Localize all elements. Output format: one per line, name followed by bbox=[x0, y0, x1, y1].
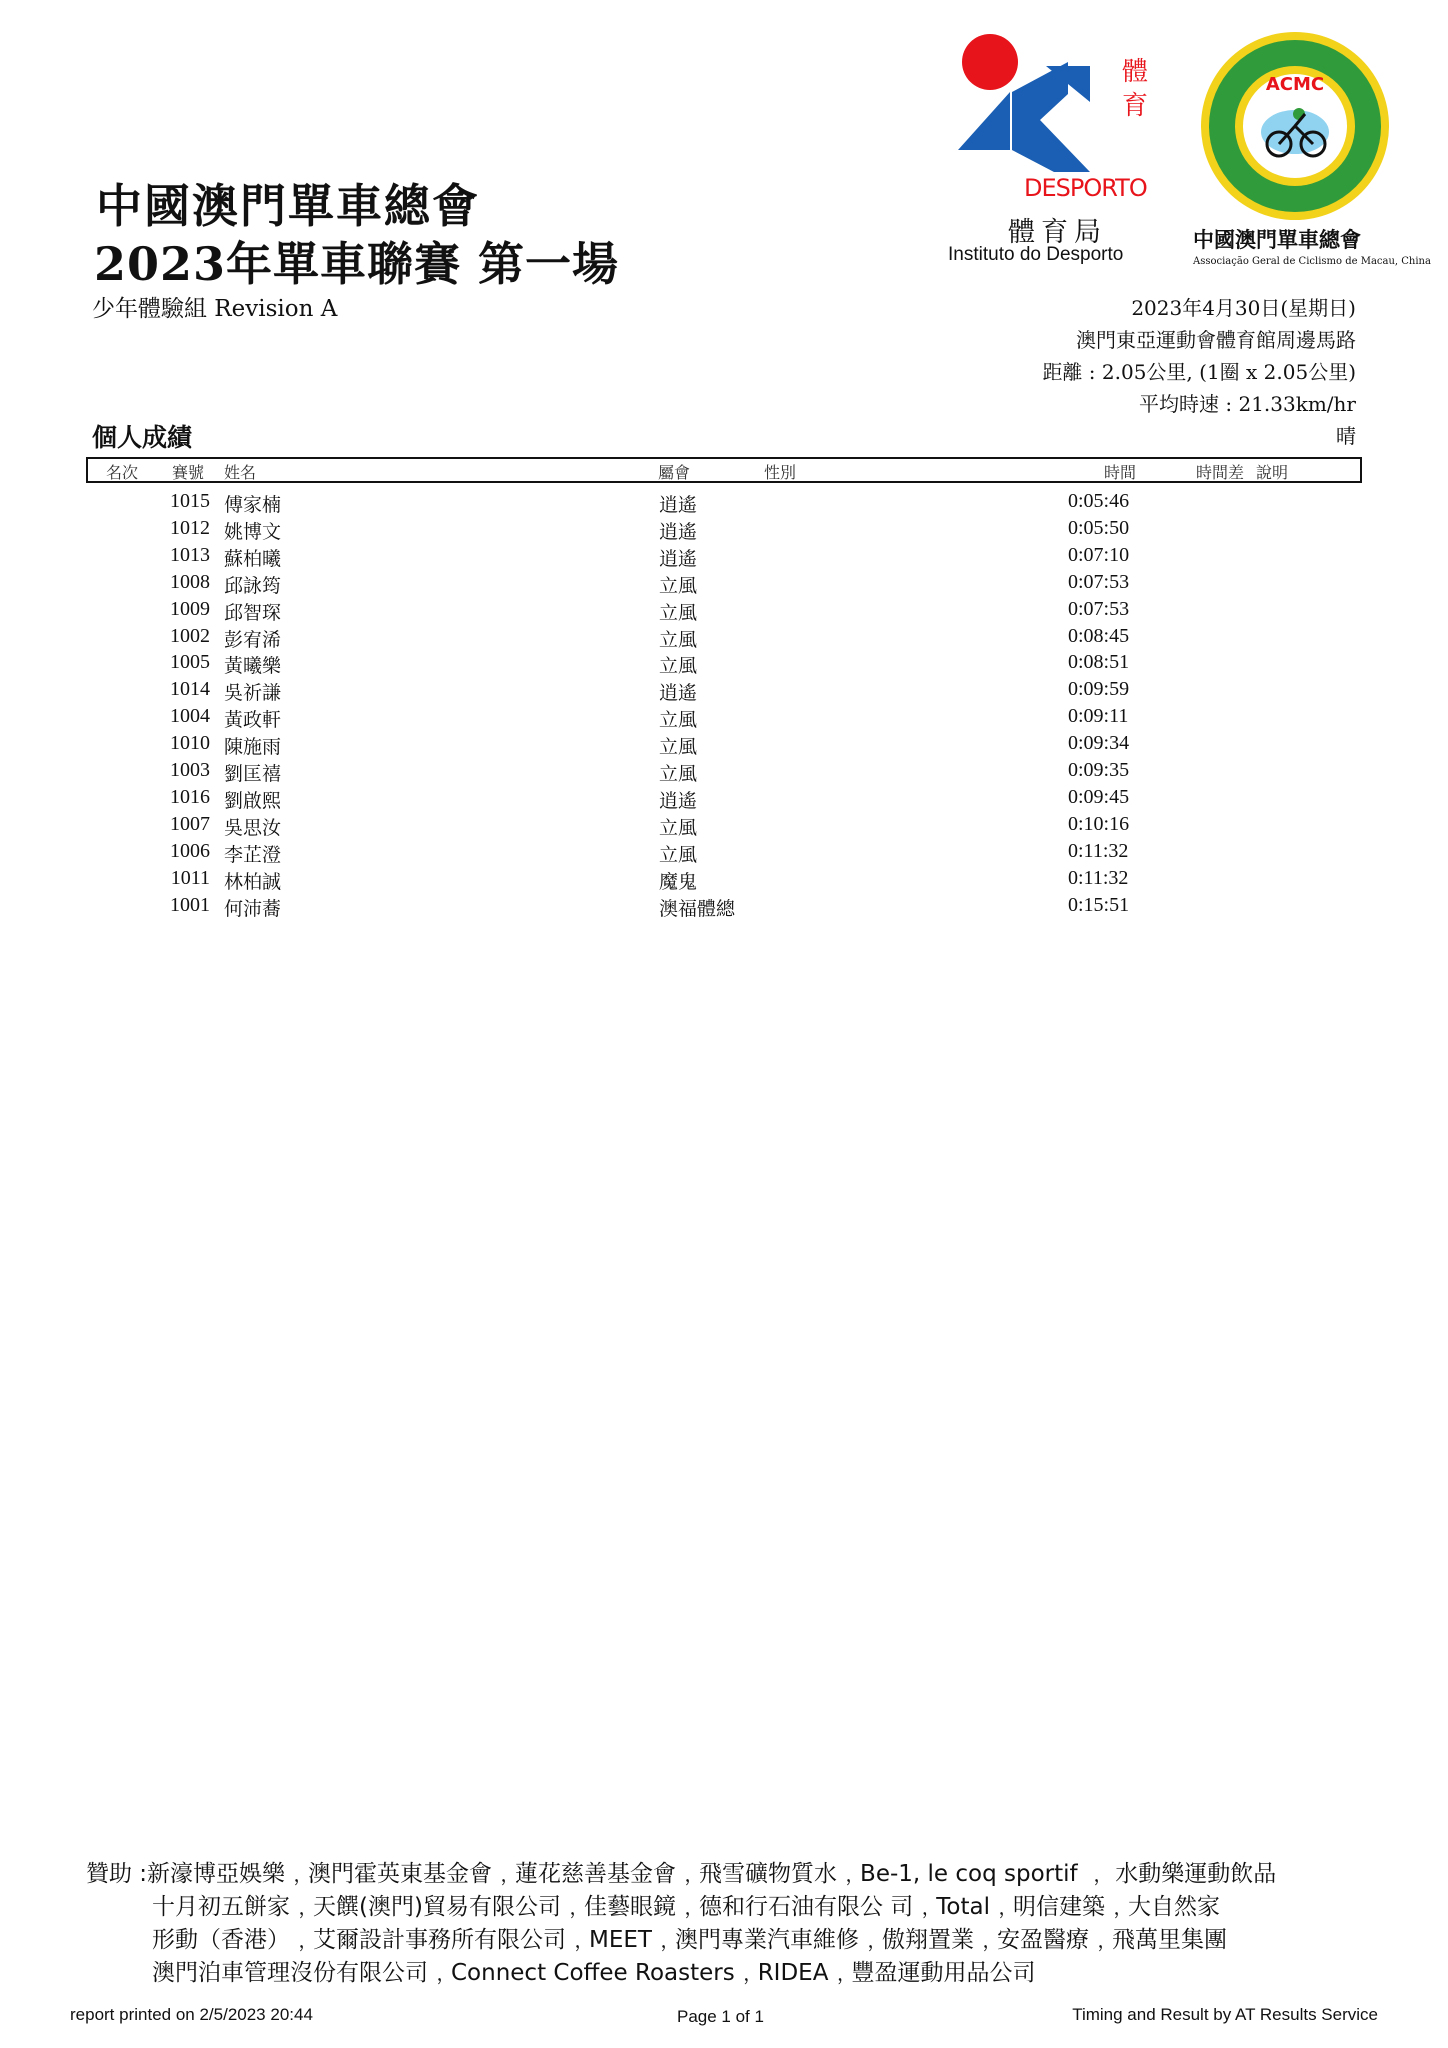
rider-name: 李芷澄 bbox=[224, 843, 282, 866]
table-row bbox=[0, 759, 1448, 785]
bib-number: 1008 bbox=[170, 570, 210, 593]
bib-number: 1012 bbox=[170, 516, 210, 539]
club-name: 立風 bbox=[659, 816, 698, 839]
race-avg-speed: 平均時速 : 21.33km/hr bbox=[1139, 392, 1356, 416]
col-time: 時間 bbox=[1104, 463, 1137, 482]
rider-name: 劉啟熙 bbox=[224, 789, 282, 812]
finish-time: 0:09:35 bbox=[1068, 759, 1130, 781]
club-name: 立風 bbox=[659, 655, 698, 678]
rider-name: 劉匡禧 bbox=[224, 763, 282, 785]
bib-number: 1011 bbox=[170, 866, 210, 889]
sponsors-block bbox=[86, 1858, 1376, 1990]
bib-number: 1001 bbox=[170, 893, 210, 916]
race-venue: 澳門東亞運動會體育館周邊馬路 bbox=[1076, 328, 1356, 352]
col-club: 屬會 bbox=[658, 463, 691, 482]
club-name: 立風 bbox=[659, 736, 698, 759]
finish-time: 0:11:32 bbox=[1068, 866, 1129, 889]
desporto-name-zh: 體育局 bbox=[1008, 217, 1107, 248]
acmc-name-zh: 中國澳門單車總會 bbox=[1193, 227, 1361, 252]
col-gap: 時間差 bbox=[1196, 463, 1245, 482]
table-header bbox=[86, 457, 1362, 483]
race-date: 2023年4月30日(星期日) bbox=[1131, 296, 1356, 320]
finish-time: 0:11:32 bbox=[1068, 839, 1129, 862]
finish-time: 0:07:10 bbox=[1068, 543, 1130, 566]
bib-number: 1016 bbox=[170, 785, 210, 808]
rider-name: 林柏誠 bbox=[224, 870, 282, 893]
club-name: 逍遙 bbox=[659, 682, 698, 705]
table-row bbox=[0, 894, 1448, 920]
rider-name: 姚博文 bbox=[224, 520, 282, 543]
rider-name: 邱詠筠 bbox=[224, 574, 282, 597]
bib-number: 1013 bbox=[170, 543, 210, 566]
rider-name: 傅家楠 bbox=[224, 494, 282, 516]
club-name: 逍遙 bbox=[659, 520, 698, 543]
event-title: 2023年單車聯賽 第一場 bbox=[94, 237, 620, 291]
finish-time: 0:09:45 bbox=[1068, 785, 1130, 808]
printed-timestamp: report printed on 2/5/2023 20:44 bbox=[70, 2005, 313, 2024]
desporto-zh-2: 育 bbox=[1122, 91, 1149, 121]
table-row bbox=[0, 490, 1448, 516]
race-distance: 距離 : 2.05公里, (1圈 x 2.05公里) bbox=[1042, 360, 1356, 384]
bib-number: 1014 bbox=[170, 678, 210, 701]
table-row bbox=[0, 651, 1448, 677]
bib-number: 1002 bbox=[170, 624, 210, 647]
rider-name: 邱智琛 bbox=[224, 601, 282, 624]
table-row bbox=[0, 867, 1448, 893]
col-name: 姓名 bbox=[224, 463, 257, 482]
club-name: 立風 bbox=[659, 763, 698, 785]
desporto-name-en: DESPORTO bbox=[1024, 174, 1147, 202]
rider-name: 黃曦樂 bbox=[224, 655, 282, 678]
table-row bbox=[0, 571, 1448, 597]
bib-number: 1010 bbox=[170, 732, 210, 755]
table-row bbox=[0, 786, 1448, 812]
acmc-logo bbox=[1193, 28, 1431, 273]
club-name: 逍遙 bbox=[659, 547, 698, 570]
desporto-name-pt: Instituto do Desporto bbox=[948, 244, 1124, 265]
race-weather: 晴 bbox=[1336, 424, 1356, 448]
table-row bbox=[0, 705, 1448, 731]
table-row bbox=[0, 544, 1448, 570]
finish-time: 0:08:51 bbox=[1068, 651, 1130, 674]
finish-time: 0:10:16 bbox=[1068, 812, 1130, 835]
page-title: 中國澳門單車總會 bbox=[96, 179, 480, 233]
club-name: 立風 bbox=[659, 843, 698, 866]
club-name: 立風 bbox=[659, 709, 698, 732]
rider-name: 彭宥浠 bbox=[224, 628, 282, 651]
rider-name: 吳思汝 bbox=[224, 816, 282, 839]
bib-number: 1007 bbox=[170, 812, 210, 835]
club-name: 逍遙 bbox=[659, 789, 698, 812]
rider-name: 吳祈謙 bbox=[224, 682, 282, 705]
finish-time: 0:09:34 bbox=[1068, 732, 1130, 755]
table-row bbox=[0, 598, 1448, 624]
col-rank: 名次 bbox=[106, 463, 139, 482]
section-title: 個人成績 bbox=[92, 423, 193, 452]
acmc-badge: ACMC bbox=[1265, 74, 1325, 95]
sponsors-line: 十月初五餅家﹐天饌(澳門)貿易有限公司﹐佳藝眼鏡﹐德和行石油有限公 司﹐Total﹐明信建築﹐大自然家 bbox=[152, 1894, 1220, 1920]
sponsors-line: 形動（香港）﹐艾爾設計事務所有限公司﹐MEET﹐澳門專業汽車維修﹐傲翔置業﹐安盈醫療﹐飛萬里集團 bbox=[152, 1927, 1227, 1953]
club-name: 逍遙 bbox=[659, 494, 698, 516]
finish-time: 0:07:53 bbox=[1068, 597, 1130, 620]
club-name: 立風 bbox=[659, 574, 698, 597]
col-gender: 性別 bbox=[764, 463, 797, 482]
finish-time: 0:09:11 bbox=[1068, 705, 1129, 728]
table-row bbox=[0, 625, 1448, 651]
rider-name: 何沛蕎 bbox=[224, 897, 282, 920]
bib-number: 1009 bbox=[170, 597, 210, 620]
finish-time: 0:09:59 bbox=[1068, 678, 1130, 701]
sponsors-line: 澳門泊車管理沒份有限公司﹐Connect Coffee Roasters﹐RIDEA﹐豐盈運動用品公司 bbox=[152, 1960, 1036, 1986]
timing-credit: Timing and Result by AT Results Service bbox=[1072, 2005, 1378, 2024]
rider-name: 蘇柏曦 bbox=[224, 547, 282, 570]
finish-time: 0:07:53 bbox=[1068, 570, 1130, 593]
table-row bbox=[0, 678, 1448, 704]
finish-time: 0:05:46 bbox=[1068, 490, 1130, 512]
club-name: 立風 bbox=[659, 628, 698, 651]
category-subtitle: 少年體驗組 Revision A bbox=[92, 296, 338, 322]
table-row bbox=[0, 813, 1448, 839]
bib-number: 1015 bbox=[170, 490, 210, 512]
sponsors-line: 贊助 :新濠博亞娛樂﹐澳門霍英東基金會﹐蓮花慈善基金會﹐飛雪礦物質水﹐Be-1, le coq sportif ﹐ 水動樂運動飲品 bbox=[86, 1861, 1277, 1887]
desporto-logo bbox=[950, 32, 1150, 268]
acmc-emblem bbox=[1195, 28, 1395, 228]
page-number: Page 1 of 1 bbox=[677, 2007, 764, 2026]
rider-name: 陳施雨 bbox=[224, 736, 282, 759]
acmc-name-pt: Associação Geral de Ciclismo de Macau, China bbox=[1193, 256, 1431, 267]
col-remark: 說明 bbox=[1256, 463, 1289, 482]
finish-time: 0:05:50 bbox=[1068, 516, 1130, 539]
club-name: 立風 bbox=[659, 601, 698, 624]
finish-time: 0:08:45 bbox=[1068, 624, 1130, 647]
bib-number: 1003 bbox=[170, 759, 210, 781]
desporto-zh-1: 體 bbox=[1122, 57, 1149, 87]
bib-number: 1005 bbox=[170, 651, 210, 674]
table-row bbox=[0, 840, 1448, 866]
table-row bbox=[0, 517, 1448, 543]
bib-number: 1006 bbox=[170, 839, 210, 862]
club-name: 魔鬼 bbox=[659, 870, 698, 893]
rider-name: 黃政軒 bbox=[224, 709, 282, 732]
finish-time: 0:15:51 bbox=[1068, 893, 1130, 916]
col-bib: 賽號 bbox=[172, 463, 205, 482]
club-name: 澳福體總 bbox=[659, 897, 736, 920]
table-row bbox=[0, 732, 1448, 758]
bib-number: 1004 bbox=[170, 705, 210, 728]
